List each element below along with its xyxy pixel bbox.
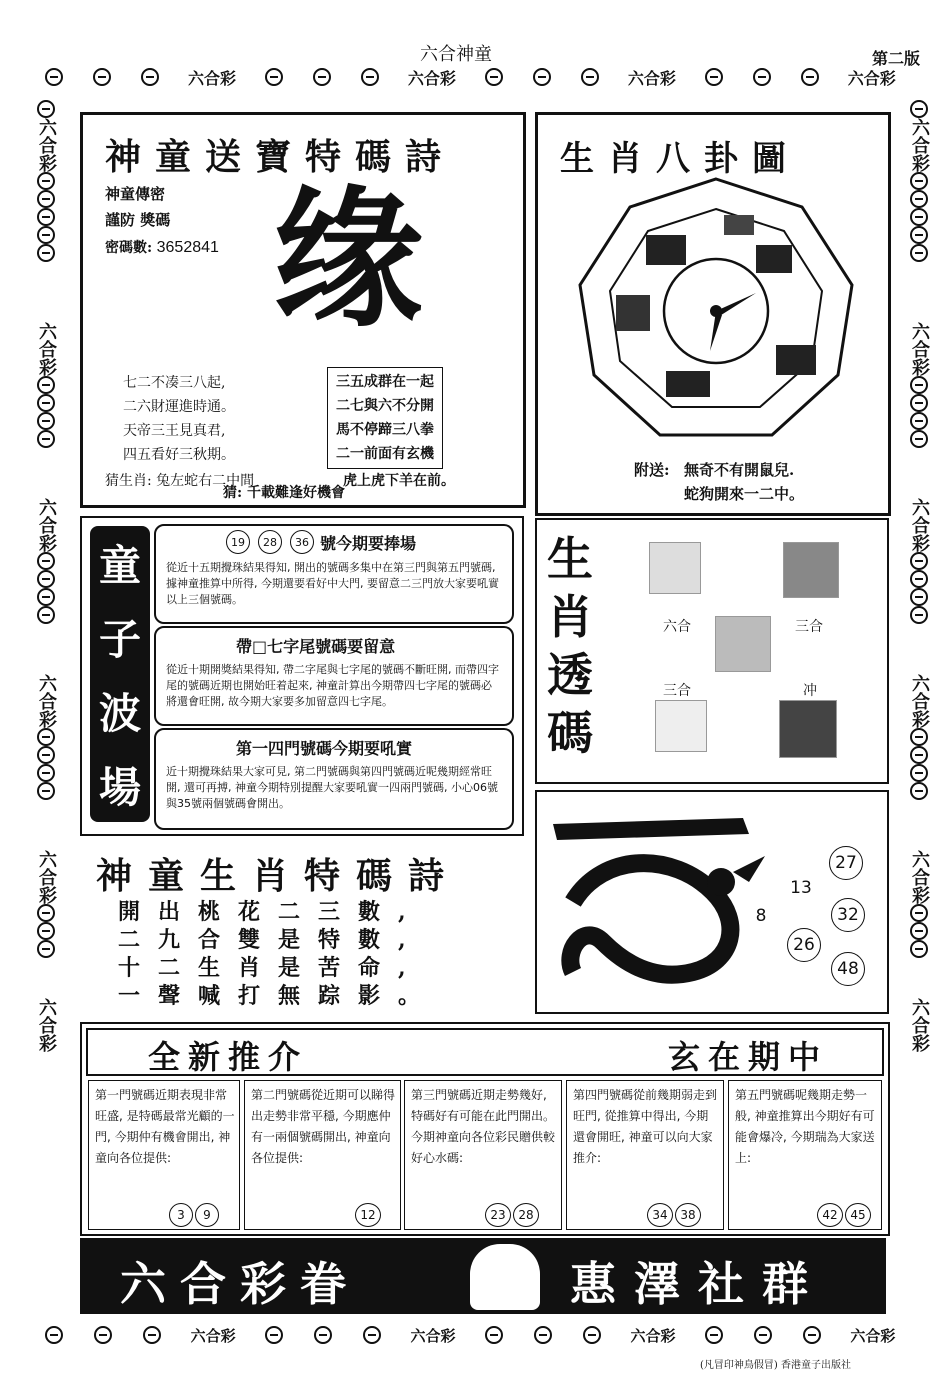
poem-left-lines: [123, 371, 235, 467]
ball-number: 19: [226, 530, 250, 554]
strip-word: 六合彩: [630, 1326, 676, 1345]
coin-icon: [314, 1326, 332, 1344]
tongzi-box: [80, 516, 524, 836]
header-title: 六合神童: [420, 44, 492, 65]
door-column: [404, 1080, 562, 1230]
coin-icon: [37, 208, 55, 226]
coin-icon: [910, 570, 928, 588]
tongzi-title-char: 波: [98, 689, 141, 738]
coin-icon: [705, 68, 723, 86]
ball-number: 42: [817, 1203, 843, 1227]
coin-icon: [910, 190, 928, 208]
guess-right: 虎上虎下羊在前。: [343, 473, 455, 489]
coin-icon: [910, 782, 928, 800]
strip-word: 六合彩: [909, 674, 930, 728]
coin-icon: [361, 68, 379, 86]
tongzi-section: [154, 626, 514, 726]
left-strip: [32, 100, 60, 1052]
coin-icon: [45, 68, 63, 86]
shengxiao-poem: [80, 842, 520, 1012]
bottom-banner: [80, 1238, 886, 1314]
coin-icon: [753, 68, 771, 86]
section-text: 從近十期開獎結果得知, 帶二字尾與七字尾的號碼不斷旺開, 而帶四字尾的號碼近期也開始旺着起來, 神童計算出今期帶四七字尾的號碼必將還會旺開, 故今期大家要多加留意四七字尾。: [166, 663, 499, 708]
coin-icon: [910, 904, 928, 922]
coin-icon: [910, 552, 928, 570]
shengxiao-poem-title: 神童生肖特碼詩: [96, 855, 461, 897]
coin-icon: [37, 782, 55, 800]
touma-title-char: 生: [547, 532, 593, 586]
coin-icon: [910, 922, 928, 940]
ball-number: 36: [290, 530, 314, 554]
bagua-note-line2: 蛇狗開來一二中。: [684, 485, 805, 503]
bottom-strip: [30, 1322, 910, 1348]
coin-icon: [910, 208, 928, 226]
right-strip: [905, 100, 933, 1052]
coin-icon: [265, 1326, 283, 1344]
strip-word: 六合彩: [850, 1326, 896, 1345]
bagua-box: [535, 112, 891, 516]
coin-icon: [313, 68, 331, 86]
banner-left: 六合彩眷: [120, 1257, 360, 1311]
big-character: 缘: [273, 174, 424, 348]
poem-line: 七二不凑三八起,: [123, 375, 226, 391]
door-column: [728, 1080, 882, 1230]
coin-icon: [37, 394, 55, 412]
door-text: 第三門號碼近期走勢幾好, 特碼好有可能在此門開出。今期神童向各位彩民贈供較好心水碼:: [411, 1088, 556, 1165]
coin-icon: [910, 172, 928, 190]
code-value: 3652841: [156, 239, 219, 256]
coin-icon: [93, 68, 111, 86]
tongzi-title-char: 場: [98, 763, 141, 812]
tongzi-side-title: [90, 526, 150, 822]
coin-icon: [910, 764, 928, 782]
poem-side-line2: 謹防 獎碼: [105, 211, 171, 229]
poem-line: 馬不停蹄三八拳: [336, 422, 434, 438]
strip-word: 六合彩: [187, 68, 236, 88]
ball-number: 34: [647, 1203, 673, 1227]
animal-icon: [779, 700, 837, 758]
door-column: [244, 1080, 401, 1230]
touma-title-char: 肖: [547, 590, 593, 644]
dragon-number: 26: [787, 928, 821, 962]
bagua-wheel-icon: [576, 175, 856, 445]
touma-label: 冲: [803, 683, 817, 699]
coin-icon: [37, 190, 55, 208]
strip-word: 六合彩: [627, 68, 676, 88]
poem-line: 二七與六不分開: [336, 398, 434, 414]
tuijian-title-bar: [86, 1028, 884, 1076]
coin-icon: [94, 1326, 112, 1344]
coin-icon: [141, 68, 159, 86]
strip-word: 六合彩: [36, 674, 57, 728]
shengxiao-poem-line: 開出桃花二三數,: [118, 899, 424, 925]
guess-left: 猜生肖: 兔左蛇右二中間: [105, 473, 255, 489]
door-text: 第二門號碼從近期可以睇得出走勢非常平穩, 今期應仲有一兩個號碼開出, 神童向各位提供:: [251, 1088, 396, 1165]
coin-icon: [37, 904, 55, 922]
strip-word: 六合彩: [847, 68, 896, 88]
shengxiao-touma-box: [535, 518, 889, 784]
coin-icon: [37, 588, 55, 606]
footer-note: (凡冒印神鳥假冒) 香港童子出版社: [700, 1360, 851, 1371]
coin-icon: [37, 412, 55, 430]
ball-number: 12: [355, 1203, 381, 1227]
section-text: 從近十五期攪珠結果得知, 開出的號碼多集中在第三門與第五門號碼, 據神童推算中所得, 今期還要看好中大門, 要留意二三門放大家要吼實以上三個號碼。: [166, 561, 499, 606]
coin-icon: [37, 376, 55, 394]
top-strip: [30, 62, 910, 92]
strip-word: 六合彩: [909, 118, 930, 172]
coin-icon: [581, 68, 599, 86]
ball-number: 28: [513, 1203, 539, 1227]
coin-icon: [37, 764, 55, 782]
coin-icon: [37, 922, 55, 940]
ball-number: 3: [169, 1203, 193, 1227]
strip-word: 六合彩: [410, 1326, 456, 1345]
touma-side-title: [547, 530, 593, 762]
coin-icon: [705, 1326, 723, 1344]
coin-icon: [534, 1326, 552, 1344]
coin-icon: [910, 728, 928, 746]
touma-title-char: 透: [547, 648, 593, 702]
strip-word: 六合彩: [36, 498, 57, 552]
coin-icon: [754, 1326, 772, 1344]
dragon-number: 32: [831, 898, 865, 932]
banner-right: 惠澤社群: [570, 1257, 826, 1311]
section-heading: 第一四門號碼今期要吼實: [236, 739, 413, 758]
coin-icon: [37, 570, 55, 588]
coin-icon: [37, 244, 55, 262]
ball-number: 45: [845, 1203, 871, 1227]
poem-right-lines: [327, 367, 443, 469]
strip-word: 六合彩: [909, 498, 930, 552]
poem-line: 二一前面有玄機: [336, 446, 434, 462]
edition-label: 第二版: [872, 49, 921, 68]
poem-line: 三五成群在一起: [336, 374, 434, 390]
poem-title: 神童送寶特碼詩: [105, 136, 456, 178]
tuijian-title-left: 全新推介: [148, 1038, 309, 1076]
coin-icon: [910, 606, 928, 624]
coin-icon: [910, 100, 928, 118]
door-column: [566, 1080, 724, 1230]
coin-icon: [37, 728, 55, 746]
coin-icon: [533, 68, 551, 86]
poem-box: [80, 112, 526, 508]
tuijian-box: [80, 1022, 890, 1236]
bagua-note-label: 附送:: [634, 461, 670, 479]
poem-line: 天帝三王見真君,: [123, 423, 226, 439]
section-text: 近十期攪珠結果大家可見, 第二門號碼與第四門號碼近呢幾期經常旺開, 還可再搏, 神童今期特別提醒大家要吼實一四兩門號碼, 小心06號與35號兩個號碼會開出。: [166, 765, 498, 810]
coin-icon: [37, 746, 55, 764]
touma-label: 三合: [795, 619, 823, 635]
dragon-number: 13: [785, 872, 817, 904]
poem-line: 四五看好三秋期。: [123, 447, 235, 463]
poem-side-line1: 神童傳密: [105, 185, 166, 203]
coin-icon: [143, 1326, 161, 1344]
coin-icon: [265, 68, 283, 86]
strip-word: 六合彩: [909, 322, 930, 376]
animal-icon: [649, 542, 701, 594]
coin-icon: [803, 1326, 821, 1344]
coin-icon: [37, 606, 55, 624]
section-heading: 帶□七字尾號碼要留意: [236, 637, 396, 656]
coin-icon: [910, 588, 928, 606]
door-text: 第一門號碼近期表現非常旺盛, 是特碼最常光顧的一門, 今期仲有機會開出, 神童向各位提供:: [95, 1088, 235, 1165]
shengxiao-poem-line: 十二生肖是苦命,: [118, 955, 424, 981]
ball-number: 38: [675, 1203, 701, 1227]
coin-icon: [910, 394, 928, 412]
coin-icon: [485, 68, 503, 86]
strip-word: 六合彩: [36, 118, 57, 172]
dragon-number: 48: [831, 952, 865, 986]
strip-word: 六合彩: [407, 68, 456, 88]
guess-bottom: 猜: 千載難逢好機會: [223, 485, 346, 501]
bagua-title: 生肖八卦圖: [560, 139, 800, 179]
coin-icon: [485, 1326, 503, 1344]
coin-icon: [37, 940, 55, 958]
coin-icon: [37, 552, 55, 570]
dragon-box: [535, 790, 889, 1014]
ball-number: 28: [258, 530, 282, 554]
coin-icon: [37, 100, 55, 118]
strip-word: 六合彩: [909, 850, 930, 904]
coin-icon: [37, 430, 55, 448]
coin-icon: [37, 226, 55, 244]
coin-icon: [583, 1326, 601, 1344]
coin-icon: [910, 226, 928, 244]
coin-icon: [910, 376, 928, 394]
shengxiao-poem-line: 二九合雙是特數,: [118, 927, 424, 953]
animal-icon: [655, 700, 707, 752]
door-column: [88, 1080, 240, 1230]
tongzi-title-char: 子: [98, 615, 141, 664]
ball-number: 23: [485, 1203, 511, 1227]
dragon-icon: [543, 812, 773, 992]
bagua-note-line1: 無奇不有開鼠兒.: [684, 461, 795, 479]
tuijian-title-right: 玄在期中: [668, 1038, 829, 1076]
dragon-number: 27: [829, 846, 863, 880]
coin-icon: [363, 1326, 381, 1344]
animal-icon: [715, 616, 771, 672]
strip-word: 六合彩: [190, 1326, 236, 1345]
strip-word: 六合彩: [909, 998, 930, 1052]
ball-number: 9: [195, 1203, 219, 1227]
section-heading: 號今期要捧場: [320, 533, 417, 553]
child-figure-icon: [470, 1244, 540, 1310]
poem-line: 二六財運進時通。: [123, 399, 235, 415]
tongzi-title-char: 童: [98, 541, 141, 590]
shengxiao-poem-line: 一聲喊打無踪影。: [118, 983, 439, 1009]
touma-label: 六合: [663, 619, 691, 635]
coin-icon: [801, 68, 819, 86]
coin-icon: [910, 412, 928, 430]
tongzi-section: [154, 728, 514, 830]
coin-icon: [37, 172, 55, 190]
dragon-number: 8: [745, 900, 777, 932]
strip-word: 六合彩: [36, 850, 57, 904]
door-text: 第五門號碼呢幾期走勢一般, 神童推算出今期好有可能會爆冷, 今期瑞為大家送上:: [735, 1088, 875, 1165]
animal-icon: [783, 542, 839, 598]
coin-icon: [910, 940, 928, 958]
strip-word: 六合彩: [36, 998, 57, 1052]
strip-word: 六合彩: [36, 322, 57, 376]
touma-label: 三合: [663, 683, 691, 699]
coin-icon: [910, 244, 928, 262]
tongzi-section: [154, 524, 514, 624]
code-label: 密碼數:: [105, 240, 153, 256]
coin-icon: [45, 1326, 63, 1344]
coin-icon: [910, 746, 928, 764]
coin-icon: [910, 430, 928, 448]
door-text: 第四門號碼從前幾期弱走到旺門, 從推算中得出, 今期還會開旺, 神童可以向大家推介:: [573, 1088, 718, 1165]
touma-title-char: 碼: [547, 706, 593, 760]
